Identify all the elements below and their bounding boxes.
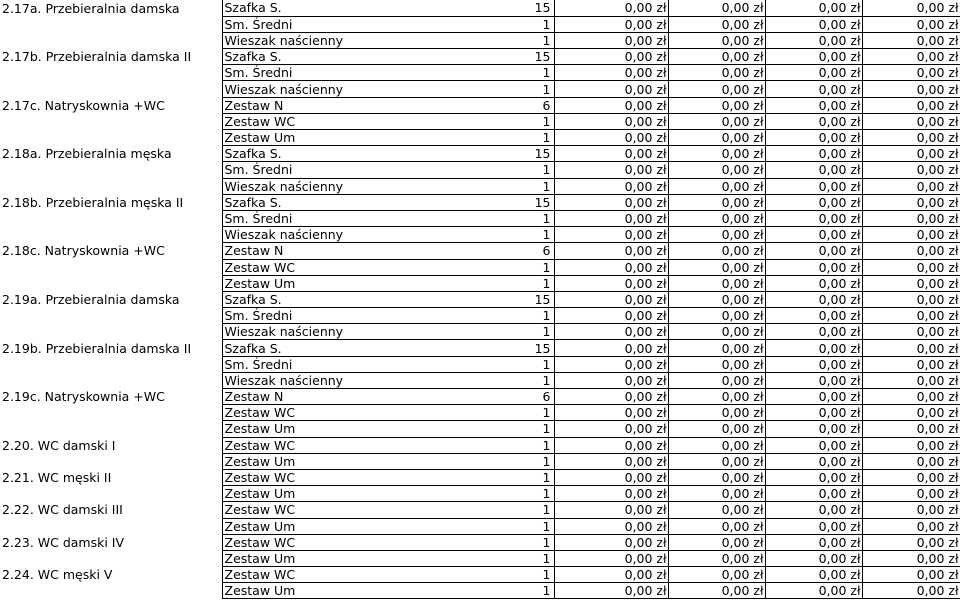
price-cell-2[interactable]: 0,00 zł bbox=[668, 162, 765, 178]
table-row bbox=[0, 324, 960, 340]
price-cell-1[interactable]: 0,00 zł bbox=[554, 518, 668, 534]
table-row bbox=[0, 178, 960, 194]
item-name-cell[interactable]: Szafka S. bbox=[222, 291, 472, 307]
price-cell-1[interactable]: 0,00 zł bbox=[554, 405, 668, 421]
price-cell-4[interactable]: 0,00 zł bbox=[862, 162, 960, 178]
table-row bbox=[0, 16, 960, 32]
price-cell-2[interactable]: 0,00 zł bbox=[668, 275, 765, 291]
item-name-cell[interactable]: Zestaw Um bbox=[222, 275, 472, 291]
price-cell-4[interactable]: 0,00 zł bbox=[862, 486, 960, 502]
price-cell-4[interactable]: 0,00 zł bbox=[862, 469, 960, 485]
table-row bbox=[0, 518, 960, 534]
price-cell-2[interactable]: 0,00 zł bbox=[668, 340, 765, 356]
table-row bbox=[0, 146, 960, 162]
item-name-cell[interactable]: Szafka S. bbox=[222, 340, 472, 356]
item-name-cell[interactable]: Sm. Średni bbox=[222, 65, 472, 81]
price-cell-1[interactable]: 0,00 zł bbox=[554, 16, 668, 32]
item-name-cell[interactable]: Zestaw N bbox=[222, 389, 472, 405]
room-name-cell[interactable]: 2.24. WC męski V bbox=[2, 567, 113, 583]
price-cell-1[interactable]: 0,00 zł bbox=[554, 389, 668, 405]
item-name-cell[interactable]: Wieszak naścienny bbox=[222, 227, 472, 243]
price-cell-2[interactable]: 0,00 zł bbox=[668, 227, 765, 243]
price-cell-2[interactable]: 0,00 zł bbox=[668, 16, 765, 32]
room-empty-cell[interactable] bbox=[0, 421, 222, 437]
price-cell-4[interactable]: 0,00 zł bbox=[862, 32, 960, 48]
price-cell-1[interactable]: 0,00 zł bbox=[554, 32, 668, 48]
price-cell-2[interactable]: 0,00 zł bbox=[668, 550, 765, 566]
price-cell-4[interactable]: 0,00 zł bbox=[862, 437, 960, 453]
price-cell-3[interactable]: 0,00 zł bbox=[765, 567, 862, 583]
quantity-cell[interactable]: 1 bbox=[472, 567, 554, 583]
item-name-cell[interactable]: Wieszak naścienny bbox=[222, 32, 472, 48]
price-cell-3[interactable]: 0,00 zł bbox=[765, 291, 862, 307]
room-name-cell[interactable]: 2.23. WC damski IV bbox=[2, 534, 125, 550]
price-cell-2[interactable]: 0,00 zł bbox=[668, 32, 765, 48]
price-cell-1[interactable]: 0,00 zł bbox=[554, 583, 668, 599]
table-row bbox=[0, 259, 960, 275]
item-name-cell[interactable]: Wieszak naścienny bbox=[222, 81, 472, 97]
price-cell-3[interactable]: 0,00 zł bbox=[765, 550, 862, 566]
price-cell-4[interactable]: 0,00 zł bbox=[862, 0, 960, 16]
room-empty-cell[interactable] bbox=[0, 16, 222, 32]
price-cell-2[interactable]: 0,00 zł bbox=[668, 502, 765, 518]
item-name-cell[interactable]: Zestaw N bbox=[222, 97, 472, 113]
price-cell-1[interactable]: 0,00 zł bbox=[554, 291, 668, 307]
item-name-cell[interactable]: Wieszak naścienny bbox=[222, 324, 472, 340]
price-cell-3[interactable]: 0,00 zł bbox=[765, 243, 862, 259]
price-cell-1[interactable]: 0,00 zł bbox=[554, 469, 668, 485]
item-name-cell[interactable]: Zestaw WC bbox=[222, 405, 472, 421]
table-row bbox=[0, 81, 960, 97]
price-cell-1[interactable]: 0,00 zł bbox=[554, 49, 668, 65]
price-cell-3[interactable]: 0,00 zł bbox=[765, 81, 862, 97]
table-row bbox=[0, 405, 960, 421]
price-cell-3[interactable]: 0,00 zł bbox=[765, 405, 862, 421]
price-cell-1[interactable]: 0,00 zł bbox=[554, 194, 668, 210]
price-cell-4[interactable]: 0,00 zł bbox=[862, 291, 960, 307]
price-cell-1[interactable]: 0,00 zł bbox=[554, 486, 668, 502]
room-empty-cell[interactable] bbox=[0, 324, 222, 340]
item-name-cell[interactable]: Sm. Średni bbox=[222, 356, 472, 372]
price-cell-4[interactable]: 0,00 zł bbox=[862, 227, 960, 243]
price-cell-2[interactable]: 0,00 zł bbox=[668, 65, 765, 81]
price-cell-1[interactable]: 0,00 zł bbox=[554, 243, 668, 259]
price-cell-4[interactable]: 0,00 zł bbox=[862, 356, 960, 372]
quantity-cell[interactable]: 1 bbox=[472, 356, 554, 372]
price-cell-2[interactable]: 0,00 zł bbox=[668, 389, 765, 405]
price-cell-1[interactable]: 0,00 zł bbox=[554, 0, 668, 16]
item-name-cell[interactable]: Zestaw WC bbox=[222, 437, 472, 453]
room-name-cell[interactable]: 2.20. WC damski I bbox=[2, 437, 116, 453]
table-row bbox=[0, 97, 960, 113]
price-cell-2[interactable]: 0,00 zł bbox=[668, 194, 765, 210]
table-row bbox=[0, 421, 960, 437]
room-name-cell[interactable]: 2.17b. Przebieralnia damska II bbox=[2, 49, 192, 65]
quantity-cell[interactable]: 6 bbox=[472, 243, 554, 259]
price-cell-4[interactable]: 0,00 zł bbox=[862, 324, 960, 340]
price-cell-4[interactable]: 0,00 zł bbox=[862, 453, 960, 469]
price-cell-3[interactable]: 0,00 zł bbox=[765, 534, 862, 550]
price-cell-3[interactable]: 0,00 zł bbox=[765, 356, 862, 372]
room-name-cell[interactable]: 2.17c. Natryskownia +WC bbox=[2, 97, 165, 113]
quantity-cell[interactable]: 1 bbox=[472, 372, 554, 388]
price-cell-1[interactable]: 0,00 zł bbox=[554, 340, 668, 356]
price-cell-4[interactable]: 0,00 zł bbox=[862, 113, 960, 129]
room-name-cell[interactable]: 2.19b. Przebieralnia damska II bbox=[2, 340, 192, 356]
quantity-cell[interactable]: 1 bbox=[472, 162, 554, 178]
room-empty-cell[interactable] bbox=[0, 259, 222, 275]
quantity-cell[interactable]: 1 bbox=[472, 437, 554, 453]
item-name-cell[interactable]: Zestaw Um bbox=[222, 421, 472, 437]
room-empty-cell[interactable] bbox=[0, 178, 222, 194]
price-cell-3[interactable]: 0,00 zł bbox=[765, 16, 862, 32]
table-row bbox=[0, 49, 960, 65]
item-name-cell[interactable]: Zestaw WC bbox=[222, 469, 472, 485]
price-cell-3[interactable]: 0,00 zł bbox=[765, 97, 862, 113]
price-cell-2[interactable]: 0,00 zł bbox=[668, 81, 765, 97]
price-cell-3[interactable]: 0,00 zł bbox=[765, 583, 862, 599]
quantity-cell[interactable]: 1 bbox=[472, 421, 554, 437]
table-row bbox=[0, 437, 960, 453]
price-cell-2[interactable]: 0,00 zł bbox=[668, 518, 765, 534]
quantity-cell[interactable]: 1 bbox=[472, 113, 554, 129]
quantity-cell[interactable]: 1 bbox=[472, 275, 554, 291]
quantity-cell[interactable]: 1 bbox=[472, 16, 554, 32]
price-cell-4[interactable]: 0,00 zł bbox=[862, 534, 960, 550]
price-cell-1[interactable]: 0,00 zł bbox=[554, 113, 668, 129]
room-empty-cell[interactable] bbox=[0, 356, 222, 372]
item-name-cell[interactable]: Zestaw Um bbox=[222, 486, 472, 502]
price-cell-4[interactable]: 0,00 zł bbox=[862, 130, 960, 146]
table-row bbox=[0, 389, 960, 405]
quantity-cell[interactable]: 6 bbox=[472, 389, 554, 405]
quantity-cell[interactable]: 1 bbox=[472, 550, 554, 566]
item-name-cell[interactable]: Sm. Średni bbox=[222, 308, 472, 324]
table-row bbox=[0, 372, 960, 388]
room-empty-cell[interactable] bbox=[0, 550, 222, 566]
room-name-cell[interactable]: 2.17a. Przebieralnia damska bbox=[2, 0, 180, 16]
price-cell-3[interactable]: 0,00 zł bbox=[765, 340, 862, 356]
item-name-cell[interactable]: Zestaw WC bbox=[222, 567, 472, 583]
price-cell-4[interactable]: 0,00 zł bbox=[862, 16, 960, 32]
price-cell-1[interactable]: 0,00 zł bbox=[554, 372, 668, 388]
room-empty-cell[interactable] bbox=[0, 453, 222, 469]
price-cell-2[interactable]: 0,00 zł bbox=[668, 178, 765, 194]
price-cell-4[interactable]: 0,00 zł bbox=[862, 583, 960, 599]
price-cell-3[interactable]: 0,00 zł bbox=[765, 32, 862, 48]
price-cell-3[interactable]: 0,00 zł bbox=[765, 324, 862, 340]
price-cell-4[interactable]: 0,00 zł bbox=[862, 389, 960, 405]
table-row bbox=[0, 308, 960, 324]
room-empty-cell[interactable] bbox=[0, 275, 222, 291]
quantity-cell[interactable]: 15 bbox=[472, 291, 554, 307]
price-cell-4[interactable]: 0,00 zł bbox=[862, 275, 960, 291]
price-cell-3[interactable]: 0,00 zł bbox=[765, 275, 862, 291]
price-cell-3[interactable]: 0,00 zł bbox=[765, 502, 862, 518]
table-row bbox=[0, 453, 960, 469]
price-cell-3[interactable]: 0,00 zł bbox=[765, 372, 862, 388]
price-cell-3[interactable]: 0,00 zł bbox=[765, 469, 862, 485]
table-row bbox=[0, 275, 960, 291]
price-cell-2[interactable]: 0,00 zł bbox=[668, 469, 765, 485]
price-cell-2[interactable]: 0,00 zł bbox=[668, 130, 765, 146]
table-row bbox=[0, 469, 960, 485]
price-cell-1[interactable]: 0,00 zł bbox=[554, 502, 668, 518]
table-row bbox=[0, 0, 960, 16]
table-row bbox=[0, 227, 960, 243]
price-cell-3[interactable]: 0,00 zł bbox=[765, 65, 862, 81]
quantity-cell[interactable]: 1 bbox=[472, 227, 554, 243]
item-name-cell[interactable]: Zestaw Um bbox=[222, 130, 472, 146]
table-row bbox=[0, 113, 960, 129]
price-cell-2[interactable]: 0,00 zł bbox=[668, 405, 765, 421]
item-name-cell[interactable]: Szafka S. bbox=[222, 49, 472, 65]
room-empty-cell[interactable] bbox=[0, 65, 222, 81]
item-name-cell[interactable]: Szafka S. bbox=[222, 194, 472, 210]
quantity-cell[interactable]: 1 bbox=[472, 32, 554, 48]
table-row bbox=[0, 567, 960, 583]
price-cell-2[interactable]: 0,00 zł bbox=[668, 437, 765, 453]
table-row bbox=[0, 210, 960, 226]
price-cell-4[interactable]: 0,00 zł bbox=[862, 97, 960, 113]
price-cell-1[interactable]: 0,00 zł bbox=[554, 65, 668, 81]
price-cell-2[interactable]: 0,00 zł bbox=[668, 291, 765, 307]
price-cell-1[interactable]: 0,00 zł bbox=[554, 437, 668, 453]
price-cell-2[interactable]: 0,00 zł bbox=[668, 583, 765, 599]
item-name-cell[interactable]: Zestaw Um bbox=[222, 453, 472, 469]
quantity-cell[interactable]: 15 bbox=[472, 0, 554, 16]
item-name-cell[interactable]: Zestaw WC bbox=[222, 113, 472, 129]
table-row bbox=[0, 162, 960, 178]
price-cell-2[interactable]: 0,00 zł bbox=[668, 49, 765, 65]
room-empty-cell[interactable] bbox=[0, 308, 222, 324]
price-cell-3[interactable]: 0,00 zł bbox=[765, 421, 862, 437]
price-cell-3[interactable]: 0,00 zł bbox=[765, 259, 862, 275]
quantity-cell[interactable]: 15 bbox=[472, 194, 554, 210]
price-cell-4[interactable]: 0,00 zł bbox=[862, 49, 960, 65]
price-cell-3[interactable]: 0,00 zł bbox=[765, 0, 862, 16]
quantity-cell[interactable]: 15 bbox=[472, 340, 554, 356]
table-row bbox=[0, 502, 960, 518]
item-name-cell[interactable]: Szafka S. bbox=[222, 0, 472, 16]
quantity-cell[interactable]: 6 bbox=[472, 97, 554, 113]
quantity-cell[interactable]: 1 bbox=[472, 65, 554, 81]
price-cell-1[interactable]: 0,00 zł bbox=[554, 534, 668, 550]
price-cell-3[interactable]: 0,00 zł bbox=[765, 113, 862, 129]
quantity-cell[interactable]: 1 bbox=[472, 469, 554, 485]
table-row bbox=[0, 65, 960, 81]
table-row bbox=[0, 534, 960, 550]
price-cell-1[interactable]: 0,00 zł bbox=[554, 97, 668, 113]
price-cell-2[interactable]: 0,00 zł bbox=[668, 356, 765, 372]
room-empty-cell[interactable] bbox=[0, 583, 222, 599]
price-cell-4[interactable]: 0,00 zł bbox=[862, 178, 960, 194]
price-cell-4[interactable]: 0,00 zł bbox=[862, 146, 960, 162]
table-row bbox=[0, 356, 960, 372]
room-name-cell[interactable]: 2.21. WC męski II bbox=[2, 470, 112, 486]
room-empty-cell[interactable] bbox=[0, 486, 222, 502]
price-cell-4[interactable]: 0,00 zł bbox=[862, 210, 960, 226]
table-row bbox=[0, 32, 960, 48]
price-cell-3[interactable]: 0,00 zł bbox=[765, 308, 862, 324]
quantity-cell[interactable]: 1 bbox=[472, 259, 554, 275]
price-cell-3[interactable]: 0,00 zł bbox=[765, 437, 862, 453]
room-name-cell[interactable]: 2.18a. Przebieralnia męska bbox=[2, 146, 172, 162]
price-cell-2[interactable]: 0,00 zł bbox=[668, 324, 765, 340]
price-cell-4[interactable]: 0,00 zł bbox=[862, 405, 960, 421]
price-cell-1[interactable]: 0,00 zł bbox=[554, 162, 668, 178]
room-name-cell[interactable]: 2.19a. Przebieralnia damska bbox=[2, 291, 180, 307]
room-empty-cell[interactable] bbox=[0, 81, 222, 97]
price-cell-1[interactable]: 0,00 zł bbox=[554, 453, 668, 469]
quantity-cell[interactable]: 1 bbox=[472, 534, 554, 550]
price-cell-3[interactable]: 0,00 zł bbox=[765, 130, 862, 146]
price-cell-3[interactable]: 0,00 zł bbox=[765, 146, 862, 162]
price-cell-2[interactable]: 0,00 zł bbox=[668, 421, 765, 437]
price-cell-1[interactable]: 0,00 zł bbox=[554, 130, 668, 146]
price-cell-3[interactable]: 0,00 zł bbox=[765, 162, 862, 178]
price-cell-3[interactable]: 0,00 zł bbox=[765, 453, 862, 469]
quantity-cell[interactable]: 1 bbox=[472, 486, 554, 502]
price-cell-3[interactable]: 0,00 zł bbox=[765, 227, 862, 243]
price-cell-2[interactable]: 0,00 zł bbox=[668, 534, 765, 550]
price-cell-4[interactable]: 0,00 zł bbox=[862, 421, 960, 437]
table-row bbox=[0, 243, 960, 259]
price-cell-1[interactable]: 0,00 zł bbox=[554, 421, 668, 437]
quantity-cell[interactable]: 1 bbox=[472, 453, 554, 469]
price-cell-2[interactable]: 0,00 zł bbox=[668, 0, 765, 16]
price-cell-1[interactable]: 0,00 zł bbox=[554, 146, 668, 162]
price-cell-2[interactable]: 0,00 zł bbox=[668, 146, 765, 162]
price-cell-4[interactable]: 0,00 zł bbox=[862, 372, 960, 388]
item-name-cell[interactable]: Zestaw WC bbox=[222, 259, 472, 275]
price-cell-3[interactable]: 0,00 zł bbox=[765, 486, 862, 502]
item-name-cell[interactable]: Zestaw WC bbox=[222, 502, 472, 518]
price-cell-1[interactable]: 0,00 zł bbox=[554, 567, 668, 583]
price-cell-2[interactable]: 0,00 zł bbox=[668, 243, 765, 259]
room-empty-cell[interactable] bbox=[0, 32, 222, 48]
price-cell-2[interactable]: 0,00 zł bbox=[668, 113, 765, 129]
price-cell-3[interactable]: 0,00 zł bbox=[765, 178, 862, 194]
price-cell-3[interactable]: 0,00 zł bbox=[765, 49, 862, 65]
price-cell-4[interactable]: 0,00 zł bbox=[862, 194, 960, 210]
item-name-cell[interactable]: Zestaw Um bbox=[222, 583, 472, 599]
quantity-cell[interactable]: 1 bbox=[472, 130, 554, 146]
price-cell-1[interactable]: 0,00 zł bbox=[554, 324, 668, 340]
room-empty-cell[interactable] bbox=[0, 405, 222, 421]
item-name-cell[interactable]: Zestaw Um bbox=[222, 518, 472, 534]
quantity-cell[interactable]: 1 bbox=[472, 210, 554, 226]
price-cell-4[interactable]: 0,00 zł bbox=[862, 340, 960, 356]
quantity-cell[interactable]: 15 bbox=[472, 146, 554, 162]
item-name-cell[interactable]: Zestaw WC bbox=[222, 534, 472, 550]
room-empty-cell[interactable] bbox=[0, 130, 222, 146]
room-empty-cell[interactable] bbox=[0, 518, 222, 534]
price-cell-1[interactable]: 0,00 zł bbox=[554, 356, 668, 372]
quantity-cell[interactable]: 1 bbox=[472, 502, 554, 518]
price-cell-3[interactable]: 0,00 zł bbox=[765, 210, 862, 226]
price-cell-4[interactable]: 0,00 zł bbox=[862, 259, 960, 275]
table-row bbox=[0, 340, 960, 356]
price-cell-4[interactable]: 0,00 zł bbox=[862, 81, 960, 97]
quantity-cell[interactable]: 1 bbox=[472, 405, 554, 421]
item-name-cell[interactable]: Sm. Średni bbox=[222, 16, 472, 32]
item-name-cell[interactable]: Zestaw Um bbox=[222, 550, 472, 566]
table-row bbox=[0, 550, 960, 566]
item-name-cell[interactable]: Sm. Średni bbox=[222, 162, 472, 178]
room-empty-cell[interactable] bbox=[0, 372, 222, 388]
price-cell-2[interactable]: 0,00 zł bbox=[668, 97, 765, 113]
quantity-cell[interactable]: 1 bbox=[472, 81, 554, 97]
quantity-cell[interactable]: 1 bbox=[472, 518, 554, 534]
price-cell-1[interactable]: 0,00 zł bbox=[554, 210, 668, 226]
price-cell-2[interactable]: 0,00 zł bbox=[668, 259, 765, 275]
price-cell-1[interactable]: 0,00 zł bbox=[554, 550, 668, 566]
item-name-cell[interactable]: Sm. Średni bbox=[222, 210, 472, 226]
price-cell-2[interactable]: 0,00 zł bbox=[668, 372, 765, 388]
item-name-cell[interactable]: Zestaw N bbox=[222, 243, 472, 259]
item-name-cell[interactable]: Wieszak naścienny bbox=[222, 178, 472, 194]
price-cell-4[interactable]: 0,00 zł bbox=[862, 308, 960, 324]
table-row bbox=[0, 583, 960, 599]
price-cell-3[interactable]: 0,00 zł bbox=[765, 194, 862, 210]
price-cell-2[interactable]: 0,00 zł bbox=[668, 308, 765, 324]
table-row bbox=[0, 486, 960, 502]
price-cell-3[interactable]: 0,00 zł bbox=[765, 518, 862, 534]
room-name-cell[interactable]: 2.18c. Natryskownia +WC bbox=[2, 243, 165, 259]
room-empty-cell[interactable] bbox=[0, 113, 222, 129]
price-cell-2[interactable]: 0,00 zł bbox=[668, 486, 765, 502]
price-cell-4[interactable]: 0,00 zł bbox=[862, 550, 960, 566]
table-row bbox=[0, 291, 960, 307]
price-cell-4[interactable]: 0,00 zł bbox=[862, 65, 960, 81]
price-cell-1[interactable]: 0,00 zł bbox=[554, 178, 668, 194]
price-cell-4[interactable]: 0,00 zł bbox=[862, 567, 960, 583]
price-cell-2[interactable]: 0,00 zł bbox=[668, 453, 765, 469]
price-cell-2[interactable]: 0,00 zł bbox=[668, 567, 765, 583]
price-cell-1[interactable]: 0,00 zł bbox=[554, 81, 668, 97]
price-cell-4[interactable]: 0,00 zł bbox=[862, 243, 960, 259]
room-name-cell[interactable]: 2.18b. Przebieralnia męska II bbox=[2, 194, 184, 210]
item-name-cell[interactable]: Szafka S. bbox=[222, 146, 472, 162]
item-name-cell[interactable]: Wieszak naścienny bbox=[222, 372, 472, 388]
price-cell-1[interactable]: 0,00 zł bbox=[554, 227, 668, 243]
room-name-cell[interactable]: 2.22. WC damski III bbox=[2, 502, 123, 518]
room-name-cell[interactable]: 2.19c. Natryskownia +WC bbox=[2, 389, 165, 405]
price-cell-1[interactable]: 0,00 zł bbox=[554, 275, 668, 291]
quantity-cell[interactable]: 1 bbox=[472, 583, 554, 599]
quantity-cell[interactable]: 1 bbox=[472, 324, 554, 340]
table-row bbox=[0, 130, 960, 146]
quantity-cell[interactable]: 1 bbox=[472, 308, 554, 324]
room-empty-cell[interactable] bbox=[0, 227, 222, 243]
price-cell-1[interactable]: 0,00 zł bbox=[554, 259, 668, 275]
table-row bbox=[0, 194, 960, 210]
room-empty-cell[interactable] bbox=[0, 210, 222, 226]
quantity-cell[interactable]: 1 bbox=[472, 178, 554, 194]
price-cell-1[interactable]: 0,00 zł bbox=[554, 308, 668, 324]
quantity-cell[interactable]: 15 bbox=[472, 49, 554, 65]
price-cell-4[interactable]: 0,00 zł bbox=[862, 502, 960, 518]
price-cell-4[interactable]: 0,00 zł bbox=[862, 518, 960, 534]
price-cell-2[interactable]: 0,00 zł bbox=[668, 210, 765, 226]
price-cell-3[interactable]: 0,00 zł bbox=[765, 389, 862, 405]
room-empty-cell[interactable] bbox=[0, 162, 222, 178]
